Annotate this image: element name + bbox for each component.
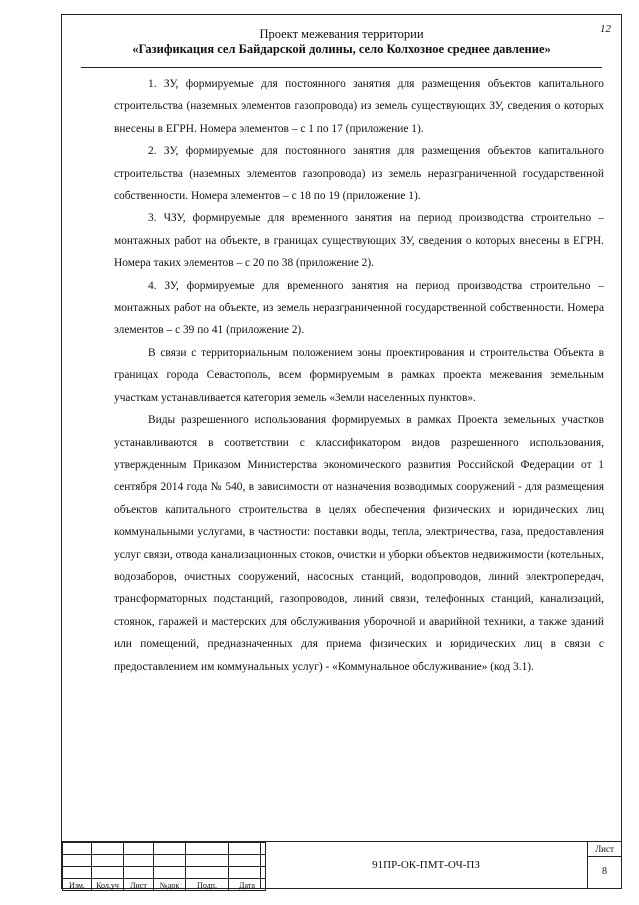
revision-table <box>62 842 266 891</box>
col-quantity: Кол.уч <box>92 879 124 891</box>
col-signature: Подп. <box>186 879 229 891</box>
header-project-name: «Газификация сел Байдарской долины, село Колхозное среднее давление» <box>132 42 551 56</box>
title-block <box>62 841 621 888</box>
paragraph-1: 1. ЗУ, формируемые для постоянного занятия для размещения объектов капитального строительства (наземных элементов газопровода) из земель существующих ЗУ, сведения о которых внесены в ЕГРН. Номера элементов – с 1 по 17 (приложение 1). <box>114 78 604 135</box>
sheet-cell <box>587 842 621 888</box>
col-doc-number: №док <box>154 879 186 891</box>
paragraph-6: Виды разрешенного использования формируемых в рамках Проекта земельных участков устанавливаются в соответствии с классификатором видов разрешенного использования, утвержденным Приказом Министерства экономического развития Российской Федерации от 1 сентября 2014 года № 540, в зависимости от назначения возводимых сооружений - для размещения объектов капитального строительства в целях обеспечения физических и юридических лиц коммунальными услугами, в частности: поставки воды, тепла, электричества, газа, предоставления услуг связи, отвода канализационных стоков, очистки и уборки объектов недвижимости (котельных, водозаборов, очистных сооружений, насосных станций, водопроводов, линий электропередач, трансформаторных подстанций, газопроводов, линий связи, телефонных станций, канализаций, стоянок, гаражей и мастерских для обслуживания уборочной и аварийной техники, а также зданий или помещений, предназначенных для приема физических и юридических лиц в связи с предоставлением им коммунальных услуг) - «Коммунальное обслуживание» (код 3.1). <box>114 414 604 673</box>
sheet-number: 8 <box>602 866 607 877</box>
col-sheet: Лист <box>124 879 154 891</box>
header-title: Проект межевания территории <box>259 27 424 41</box>
paragraph-3: 3. ЧЗУ, формируемые для временного занятия на период производства строительно – монтажных работ на объекте, в границах существующих ЗУ, сведения о которых внесены в ЕГРН. Номера таких элементов – с 20 по 38 (приложение 2). <box>114 212 604 270</box>
header-divider <box>81 67 602 68</box>
col-date: Дата <box>229 879 266 891</box>
document-body <box>114 73 604 678</box>
paragraph-4: 4. ЗУ, формируемые для временного занятия на период производства строительно – монтажных работ на объекте, из земель неразграниченной государственной собственности. Номера элементов – с 39 по 41 (приложение 2). <box>114 279 604 337</box>
paragraph-5: В связи с территориальным положением зоны проектирования и строительства Объекта в границах города Севастополь, всем формируемым в рамках проекта межевания земельным участкам устанавливается категория земель «Земли населенных пунктов». <box>114 346 604 404</box>
page-frame <box>61 14 622 889</box>
sheet-label: Лист <box>588 842 621 857</box>
paragraph-2: 2. ЗУ, формируемые для постоянного занятия для размещения объектов капитального строительства (наземных элементов газопровода) из земель неразграниченной государственной собственности. Номера элементов – с 18 по 19 (приложение 1). <box>114 145 604 203</box>
col-change: Изм. <box>63 879 92 891</box>
document-header <box>62 27 621 57</box>
document-code: 91ПР-ОК-ПМТ-ОЧ-ПЗ <box>260 842 591 888</box>
page-number: 12 <box>600 23 611 35</box>
